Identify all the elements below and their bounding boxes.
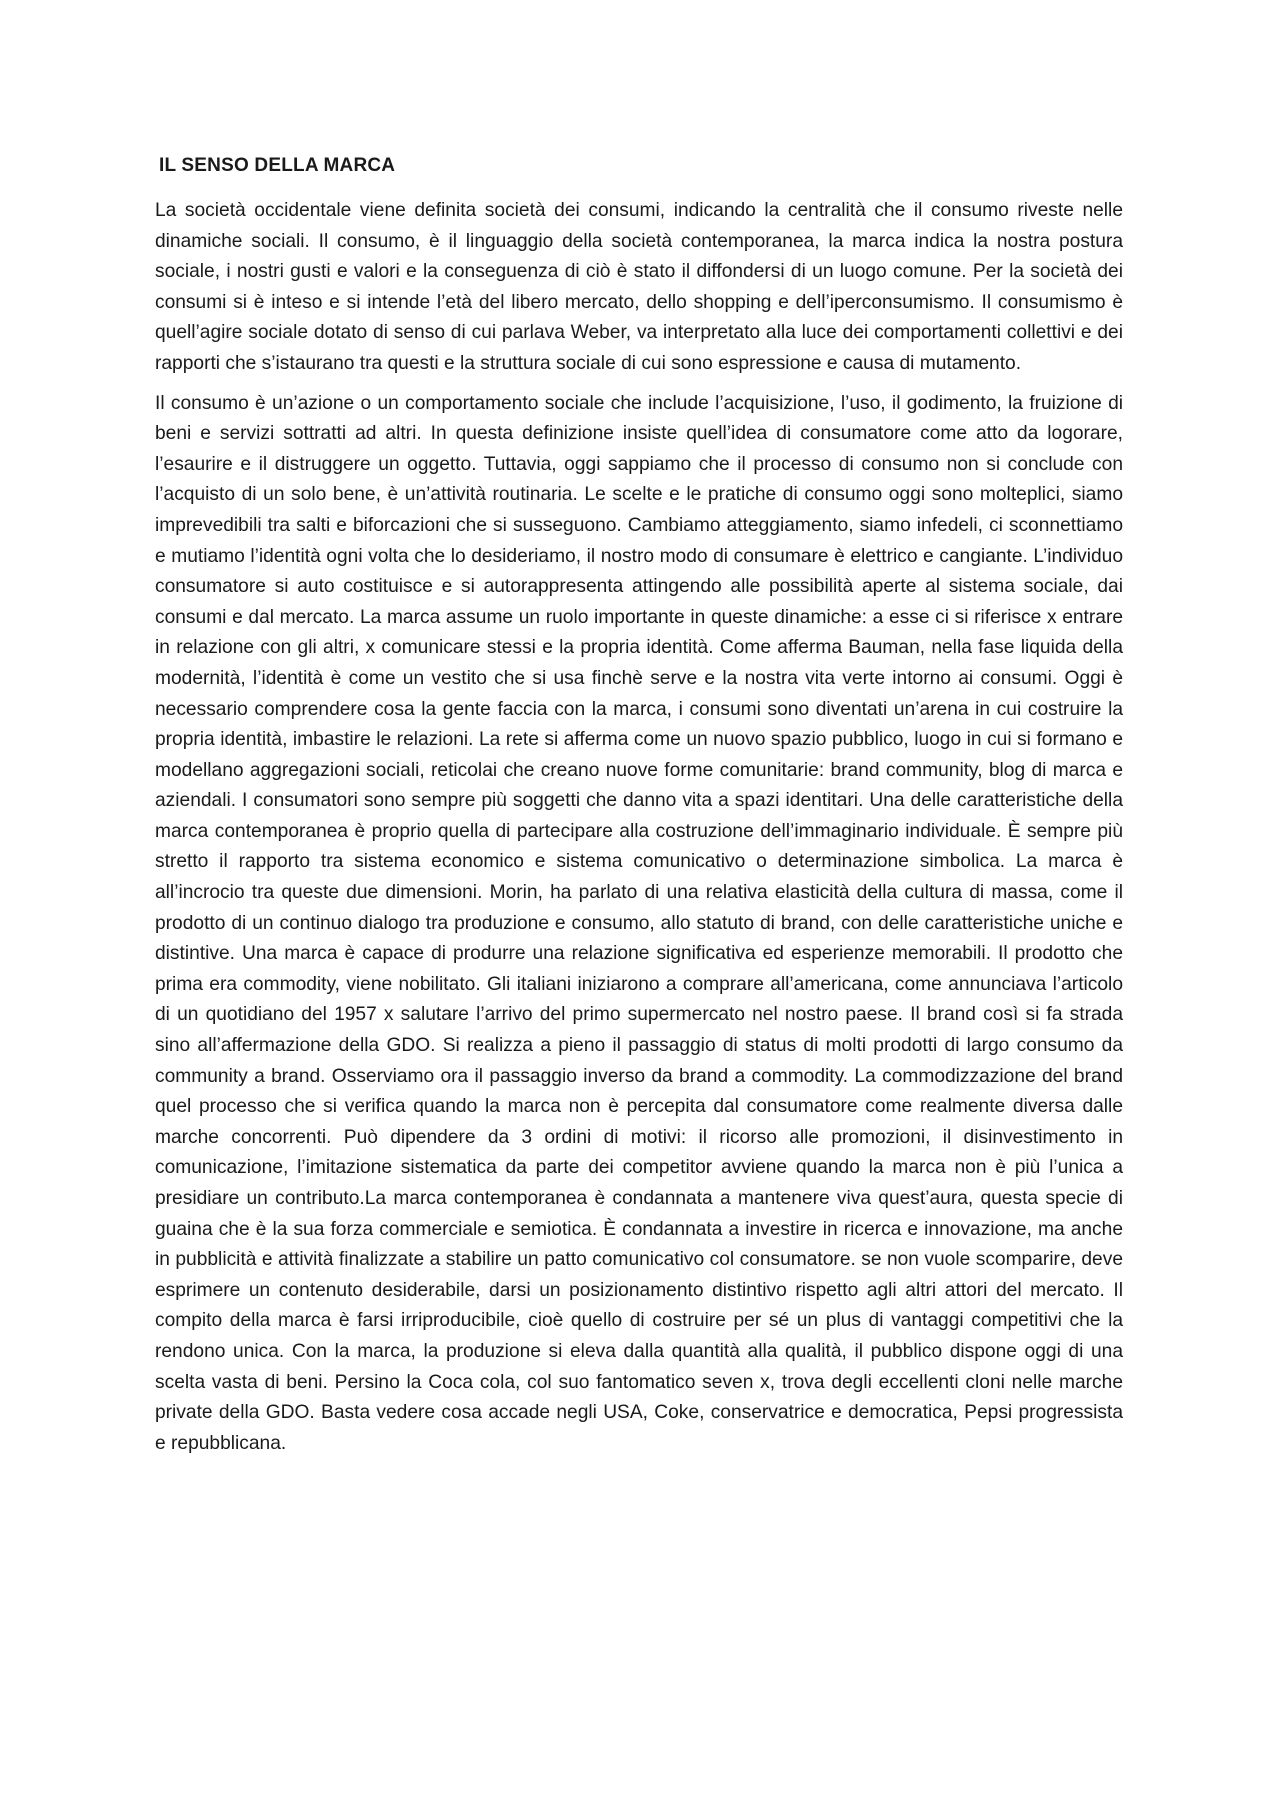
document-title: IL SENSO DELLA MARCA [159, 155, 396, 176]
paragraph-consumo: Il consumo è un’azione o un comportamento sociale che include l’acquisizione, l’uso, il godimento, la fruizione di beni e servizi sottratti ad altri. In questa definizione insiste quell’idea di consumatore come atto da logorare, l’esaurire e il distruggere un oggetto. Tuttavia, oggi sappiamo che il processo di consumo non si conclude con l’acquisto di un solo bene, è un’attività routinaria. Le scelte e le pratiche di consumo oggi sono molteplici, siamo imprevedibili tra salti e biforcazioni che si susseguono. Cambiamo atteggiamento, siamo infedeli, ci sconnettiamo e mutiamo l’identità ogni volta che lo desideriamo, il nostro modo di consumare è elettrico e cangiante. L’individuo consumatore si auto costituisce e si autorappresenta attingendo alle possibilità aperte al sistema sociale, dai consumi e dal mercato. La marca assume un ruolo importante in queste dinamiche: a esse ci si riferisce x entrare in relazione con gli altri, x comunicare stessi e la propria identità. Come afferma Bauman, nella fase liquida della modernità, l’identità è come un vestito che si usa finchè serve e la nostra vita verte intorno ai consumi. Oggi è necessario comprendere cosa la gente faccia con la marca, i consumi sono diventati un’arena in cui costruire la propria identità, imbastire le relazioni. La rete si afferma come un nuovo spazio pubblico, luogo in cui si formano e modellano aggregazioni sociali, reticolai che creano nuove forme comunitarie: brand community, blog di marca e aziendali. I consumatori sono sempre più soggetti che danno vita a spazi identitari. Una delle caratteristiche della marca contemporanea è proprio quella di partecipare alla costruzione dell’immaginario individuale. È sempre più stretto il rapporto tra sistema economico e sistema comunicativo o determinazione simbolica. La marca è all’incrocio tra queste due dimensioni. Morin, ha parlato di una relativa elasticità della cultura di massa, come il prodotto di un continuo dialogo tra produzione e consumo, allo statuto di brand, con delle caratteristiche uniche e distintive. Una marca è capace di produrre una relazione significativa ed esperienze memorabili. Il prodotto che prima era commodity, viene nobilitato. Gli italiani iniziarono a comprare all’americana, come annunciava l’articolo di un quotidiano del 1957 x salutare l’arrivo del primo supermercato nel nostro paese. Il brand così si fa strada sino all’affermazione della GDO. Si realizza a pieno il passaggio di status di molti prodotti di largo consumo da community a brand. Osserviamo ora il passaggio inverso da brand a commodity. La commodizzazione del brand quel processo che si verifica quando la marca non è percepita dal consumatore come realmente diversa dalle marche concorrenti. Può dipendere da 3 ordini di motivi: il ricorso alle promozioni, il disinvestimento in comunicazione, l’imitazione sistematica da parte dei competitor avviene quando la marca non è più l’unica a presidiare un contributo.La marca contemporanea è condannata a mantenere viva quest’aura, questa specie di guaina che è la sua forza commerciale e semiotica. È condannata a investire in ricerca e innovazione, ma anche in pubblicità e attività finalizzate a stabilire un patto comunicativo col consumatore. se non vuole scomparire, deve esprimere un contenuto desiderabile, darsi un posizionamento distintivo rispetto agli altri attori del mercato. Il compito della marca è farsi irriproducibile, cioè quello di costruire per sé un plus di vantaggi competitivi che la rendono unica. Con la marca, la produzione si eleva dalla quantità alla qualità, il pubblico dispone oggi di una scelta vasta di beni. Persino la Coca cola, col suo fantomatico seven x, trova degli eccellenti cloni nelle marche private della GDO. Basta vedere cosa accade negli USA, Coke, conservatrice e democratica, Pepsi progressista e repubblicana. [155, 392, 1123, 1454]
document-body [155, 152, 1123, 1468]
paragraph-intro: La società occidentale viene definita società dei consumi, indicando la centralità che il consumo riveste nelle dinamiche sociali. Il consumo, è il linguaggio della società contemporanea, la marca indica la nostra postura sociale, i nostri gusti e valori e la conseguenza di ciò è stato il diffondersi di un luogo comune. Per la società dei consumi si è inteso e si intende l’età del libero mercato, dello shopping e dell’iperconsumismo. Il consumismo è quell’agire sociale dotato di senso di cui parlava Weber, va interpretato alla luce dei comportamenti collettivi e dei rapporti che s’istaurano tra questi e la struttura sociale di cui sono espressione e causa di mutamento. [155, 200, 1123, 374]
